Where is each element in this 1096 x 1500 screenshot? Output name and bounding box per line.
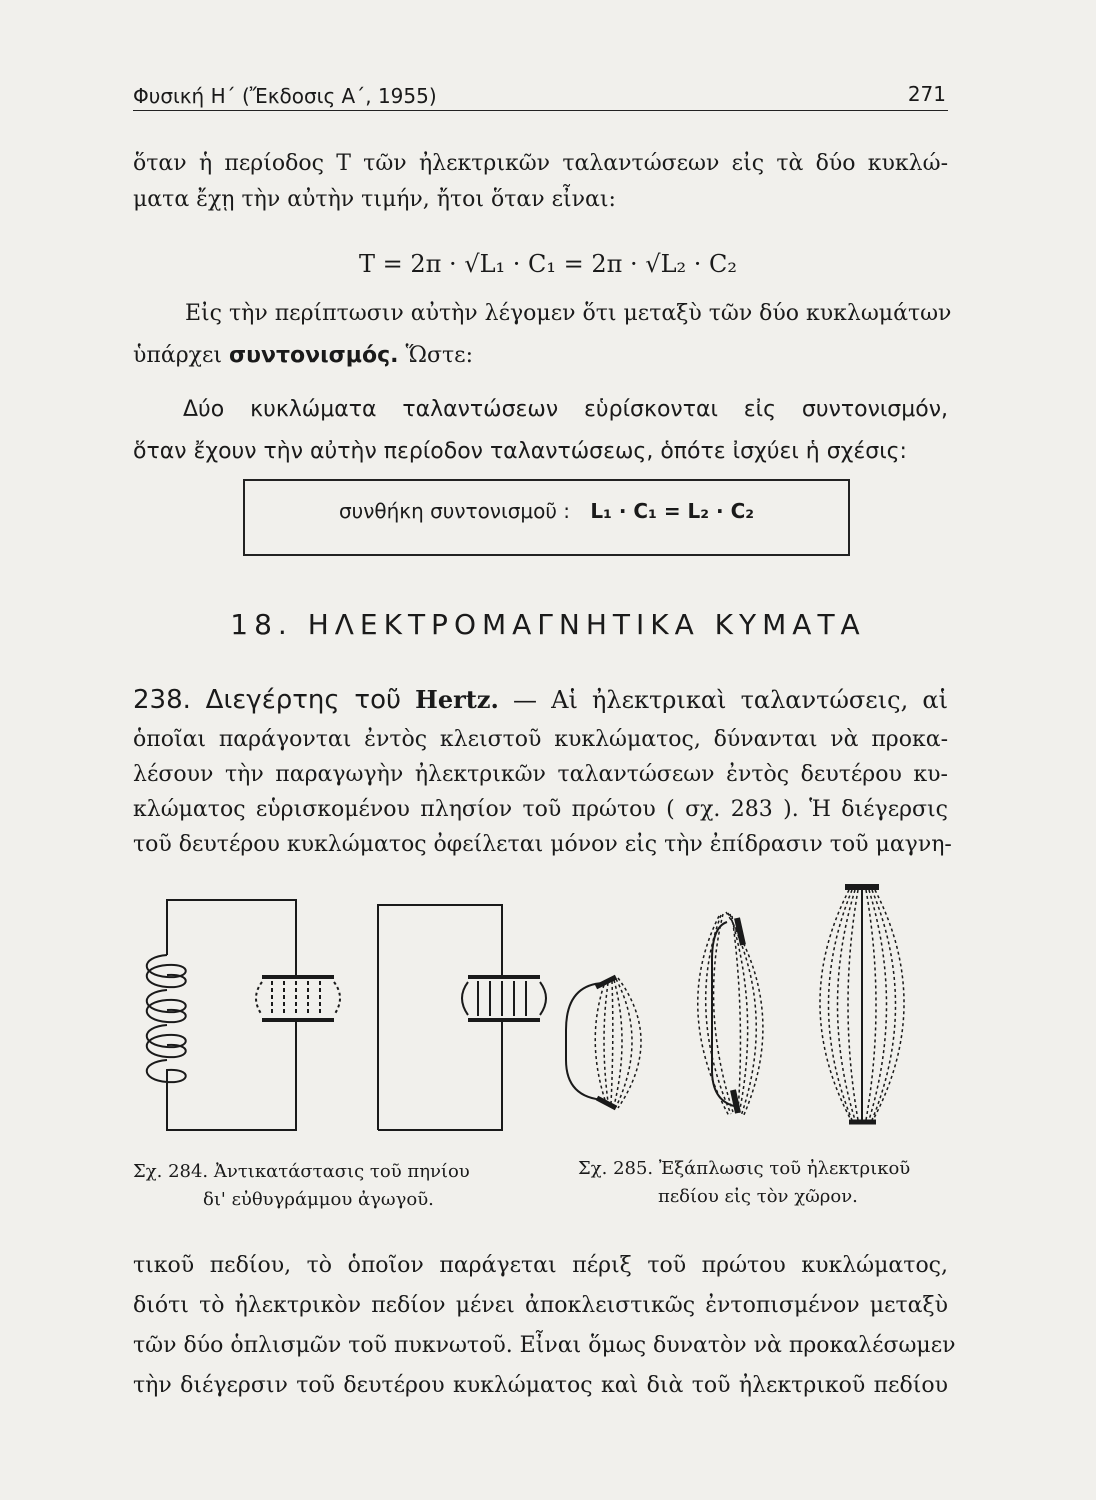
chapter-title: 18. ΗΛΕΚΤΡΟΜΑΓΝΗΤΙΚΑ ΚΥΜΑΤΑ — [230, 608, 866, 641]
field-lines — [272, 981, 320, 1016]
coil-icon — [147, 955, 186, 1085]
text-fragment: — Αἱ ἠλεκτρικαὶ ταλαντώσεις, αἱ — [512, 686, 948, 714]
page-number: 271 — [907, 82, 946, 106]
figure-285-medium-field — [698, 912, 763, 1117]
caption-line: δι' εὐθυγράμμου ἀγωγοῦ. — [203, 1189, 434, 1210]
section-title: 238. Διεγέρτης τοῦ — [133, 685, 402, 715]
term-resonance: συντονισμός. — [228, 343, 399, 368]
condition-formula: L₁ · C₁ = L₂ · C₂ — [590, 499, 755, 523]
period-formula: T = 2π · √L₁ · C₁ = 2π · √L₂ · C₂ — [358, 250, 738, 278]
figure-285-large-field — [820, 887, 904, 1122]
field-lines — [698, 912, 763, 1117]
text-fragment: Ὥστε: — [405, 343, 473, 368]
hertz-name: Hertz. — [415, 685, 499, 714]
figure-284-coil-circuit — [147, 900, 340, 1130]
text-line: τοῦ δευτέρου κυκλώματος ὀφείλεται μόνον εἰς τὴν ἐπίδρασιν τοῦ μαγνη- — [133, 832, 952, 857]
text-line: ὅταν ἡ περίοδος Τ τῶν ἠλεκτρικῶν ταλαντώσεων εἰς τὰ δύο κυκλώ- — [133, 151, 948, 176]
text-line: διότι τὸ ἠλεκτρικὸν πεδίον μένει ἀποκλειστικῶς ἐντοπισμένον μεταξὺ — [133, 1293, 948, 1318]
fringe-field — [462, 982, 546, 1015]
circuit-wire — [712, 922, 734, 1106]
paragraph-continuation — [133, 1246, 956, 1406]
caption-line: πεδίου εἰς τὸν χῶρον. — [658, 1186, 858, 1207]
text-line: ὁποῖαι παράγονται ἐντὸς κλειστοῦ κυκλώματος, δύνανται νὰ προκα- — [133, 727, 948, 752]
field-lines — [595, 978, 641, 1108]
text-line: ὅταν ἔχουν τὴν αὐτὴν περίοδον ταλαντώσεως, ὁπότε ἰσχύει ἡ σχέσις: — [133, 439, 907, 464]
text-line: κλώματος εὑρισκομένου πλησίον τοῦ πρώτου ( σχ. 283 ). Ἡ διέγερσις — [133, 797, 948, 822]
capacitor-plate — [733, 1090, 738, 1113]
caption-line: Σχ. 284. Ἀντικατάστασις τοῦ πηνίου — [133, 1161, 470, 1182]
caption-figure-285 — [578, 1155, 910, 1211]
text-line: τὴν διέγερσιν τοῦ δευτέρου κυκλώματος καὶ διὰ τοῦ ἠλεκτρικοῦ πεδίου — [133, 1373, 948, 1398]
text-line: τικοῦ πεδίου, τὸ ὁποῖον παράγεται πέριξ τοῦ πρώτου κυκλώματος, — [133, 1253, 948, 1278]
text-line: τῶν δύο ὁπλισμῶν τοῦ πυκνωτοῦ. Εἶναι ὅμως δυνατὸν νὰ προκαλέσωμεν — [133, 1333, 956, 1358]
caption-figure-284 — [133, 1158, 470, 1214]
fringe-field — [256, 982, 340, 1015]
circuit-wire — [167, 900, 296, 975]
text-line: Εἰς τὴν περίπτωσιν αὐτὴν λέγομεν ὅτι μεταξὺ τῶν δύο κυκλωμάτων — [185, 301, 952, 326]
text-line: ματα ἔχῃ τὴν αὐτὴν τιμήν, ἤτοι ὅταν εἶναι: — [133, 187, 616, 212]
circuit-wire — [378, 1022, 502, 1130]
circuit-wire — [378, 905, 502, 1130]
capacitor-plate — [596, 977, 616, 987]
capacitor-plate — [597, 1098, 616, 1108]
condition-label: συνθήκη συντονισμοῦ : — [338, 499, 571, 523]
caption-line: Σχ. 285. Ἐξάπλωσις τοῦ ἠλεκτρικοῦ — [578, 1158, 911, 1179]
figure-284-straight-circuit — [378, 905, 546, 1130]
figure-285-small-field — [566, 977, 641, 1108]
header-title: Φυσική Η΄ (Ἔκδοσις Α΄, 1955) — [133, 84, 437, 108]
text-line: Δύο κυκλώματα ταλαντώσεων εὑρίσκονται εἰς συντονισμόν, — [183, 397, 948, 422]
field-lines — [478, 981, 526, 1016]
text-line: λέσουν τὴν παραγωγὴν ἠλεκτρικῶν ταλαντώσεων ἐντὸς δευτέρου κυ- — [133, 762, 948, 787]
circuit-wire — [566, 983, 605, 1100]
text-fragment: ὑπάρχει — [133, 343, 222, 368]
